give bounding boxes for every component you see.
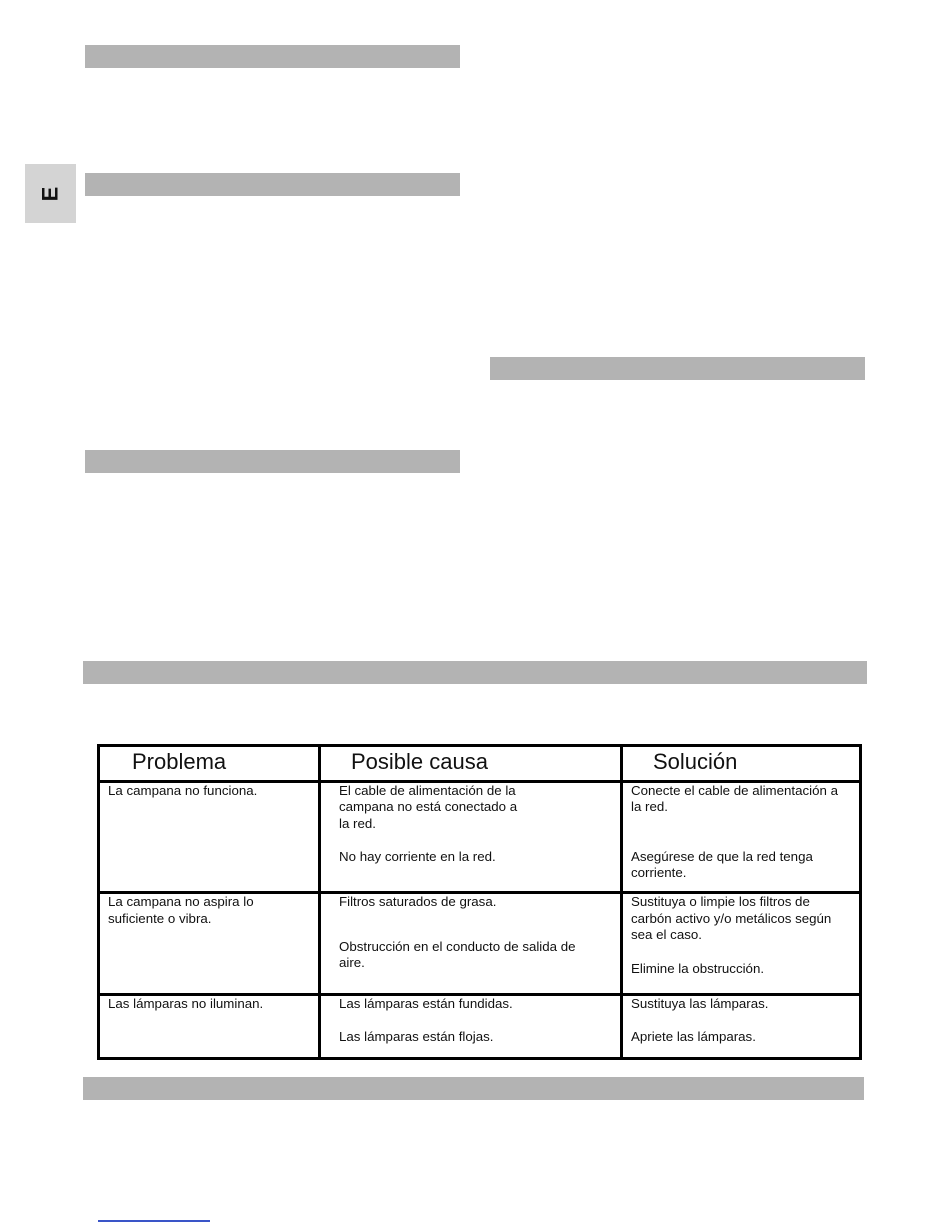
footer-underline: [98, 1220, 210, 1222]
problem-text: Las lámparas no iluminan.: [108, 995, 264, 1011]
solution-cell: [622, 893, 861, 994]
section-header-bar-1: [85, 45, 460, 68]
cause-text: Las lámparas están fundidas.: [339, 995, 513, 1011]
cause-text: Filtros saturados de grasa.: [339, 894, 497, 910]
problem-text: La campana no funciona.: [108, 782, 258, 798]
solution-text: Conecte el cable de alimentación a la red.: [631, 782, 838, 815]
solution-text: Apriete las lámparas.: [631, 1029, 756, 1045]
section-header-bar-2: [85, 173, 460, 196]
cause-text: Las lámparas están flojas.: [339, 1029, 494, 1045]
section-header-bar-5: [83, 661, 867, 684]
header-problem: Problema: [99, 746, 320, 782]
problem-cell: [99, 893, 320, 994]
solution-text: Asegúrese de que la red tenga corriente.: [631, 848, 813, 881]
solution-text: Elimine la obstrucción.: [631, 960, 765, 976]
header-solution: Solución: [622, 746, 861, 782]
section-header-bar-3: [490, 357, 865, 380]
section-header-bar-4: [85, 450, 460, 473]
header-cause: Posible causa: [320, 746, 622, 782]
cause-text: El cable de alimentación de la campana no está conectado a la red.: [339, 782, 518, 831]
cause-text: No hay corriente en la red.: [339, 849, 496, 865]
cause-cell: [320, 893, 622, 994]
table-row: [99, 781, 861, 892]
solution-text: Sustituya las lámparas.: [631, 995, 769, 1011]
solution-text: Sustituya o limpie los filtros de carbón activo y/o metálicos según sea el caso.: [631, 894, 832, 943]
cause-cell: [320, 994, 622, 1058]
table-header-row: [99, 746, 861, 782]
troubleshooting-table: [97, 744, 862, 1060]
language-tab: [25, 164, 76, 223]
cause-text: Obstrucción en el conducto de salida de aire.: [339, 938, 576, 971]
problem-cell: [99, 994, 320, 1058]
table-row: [99, 893, 861, 994]
section-header-bar-6: [83, 1077, 864, 1100]
solution-cell: [622, 781, 861, 892]
language-tab-label: E: [37, 186, 63, 201]
table-row: [99, 994, 861, 1058]
problem-text: La campana no aspira lo suficiente o vibra.: [108, 894, 254, 926]
cause-cell: [320, 781, 622, 892]
solution-cell: [622, 994, 861, 1058]
problem-cell: [99, 781, 320, 892]
